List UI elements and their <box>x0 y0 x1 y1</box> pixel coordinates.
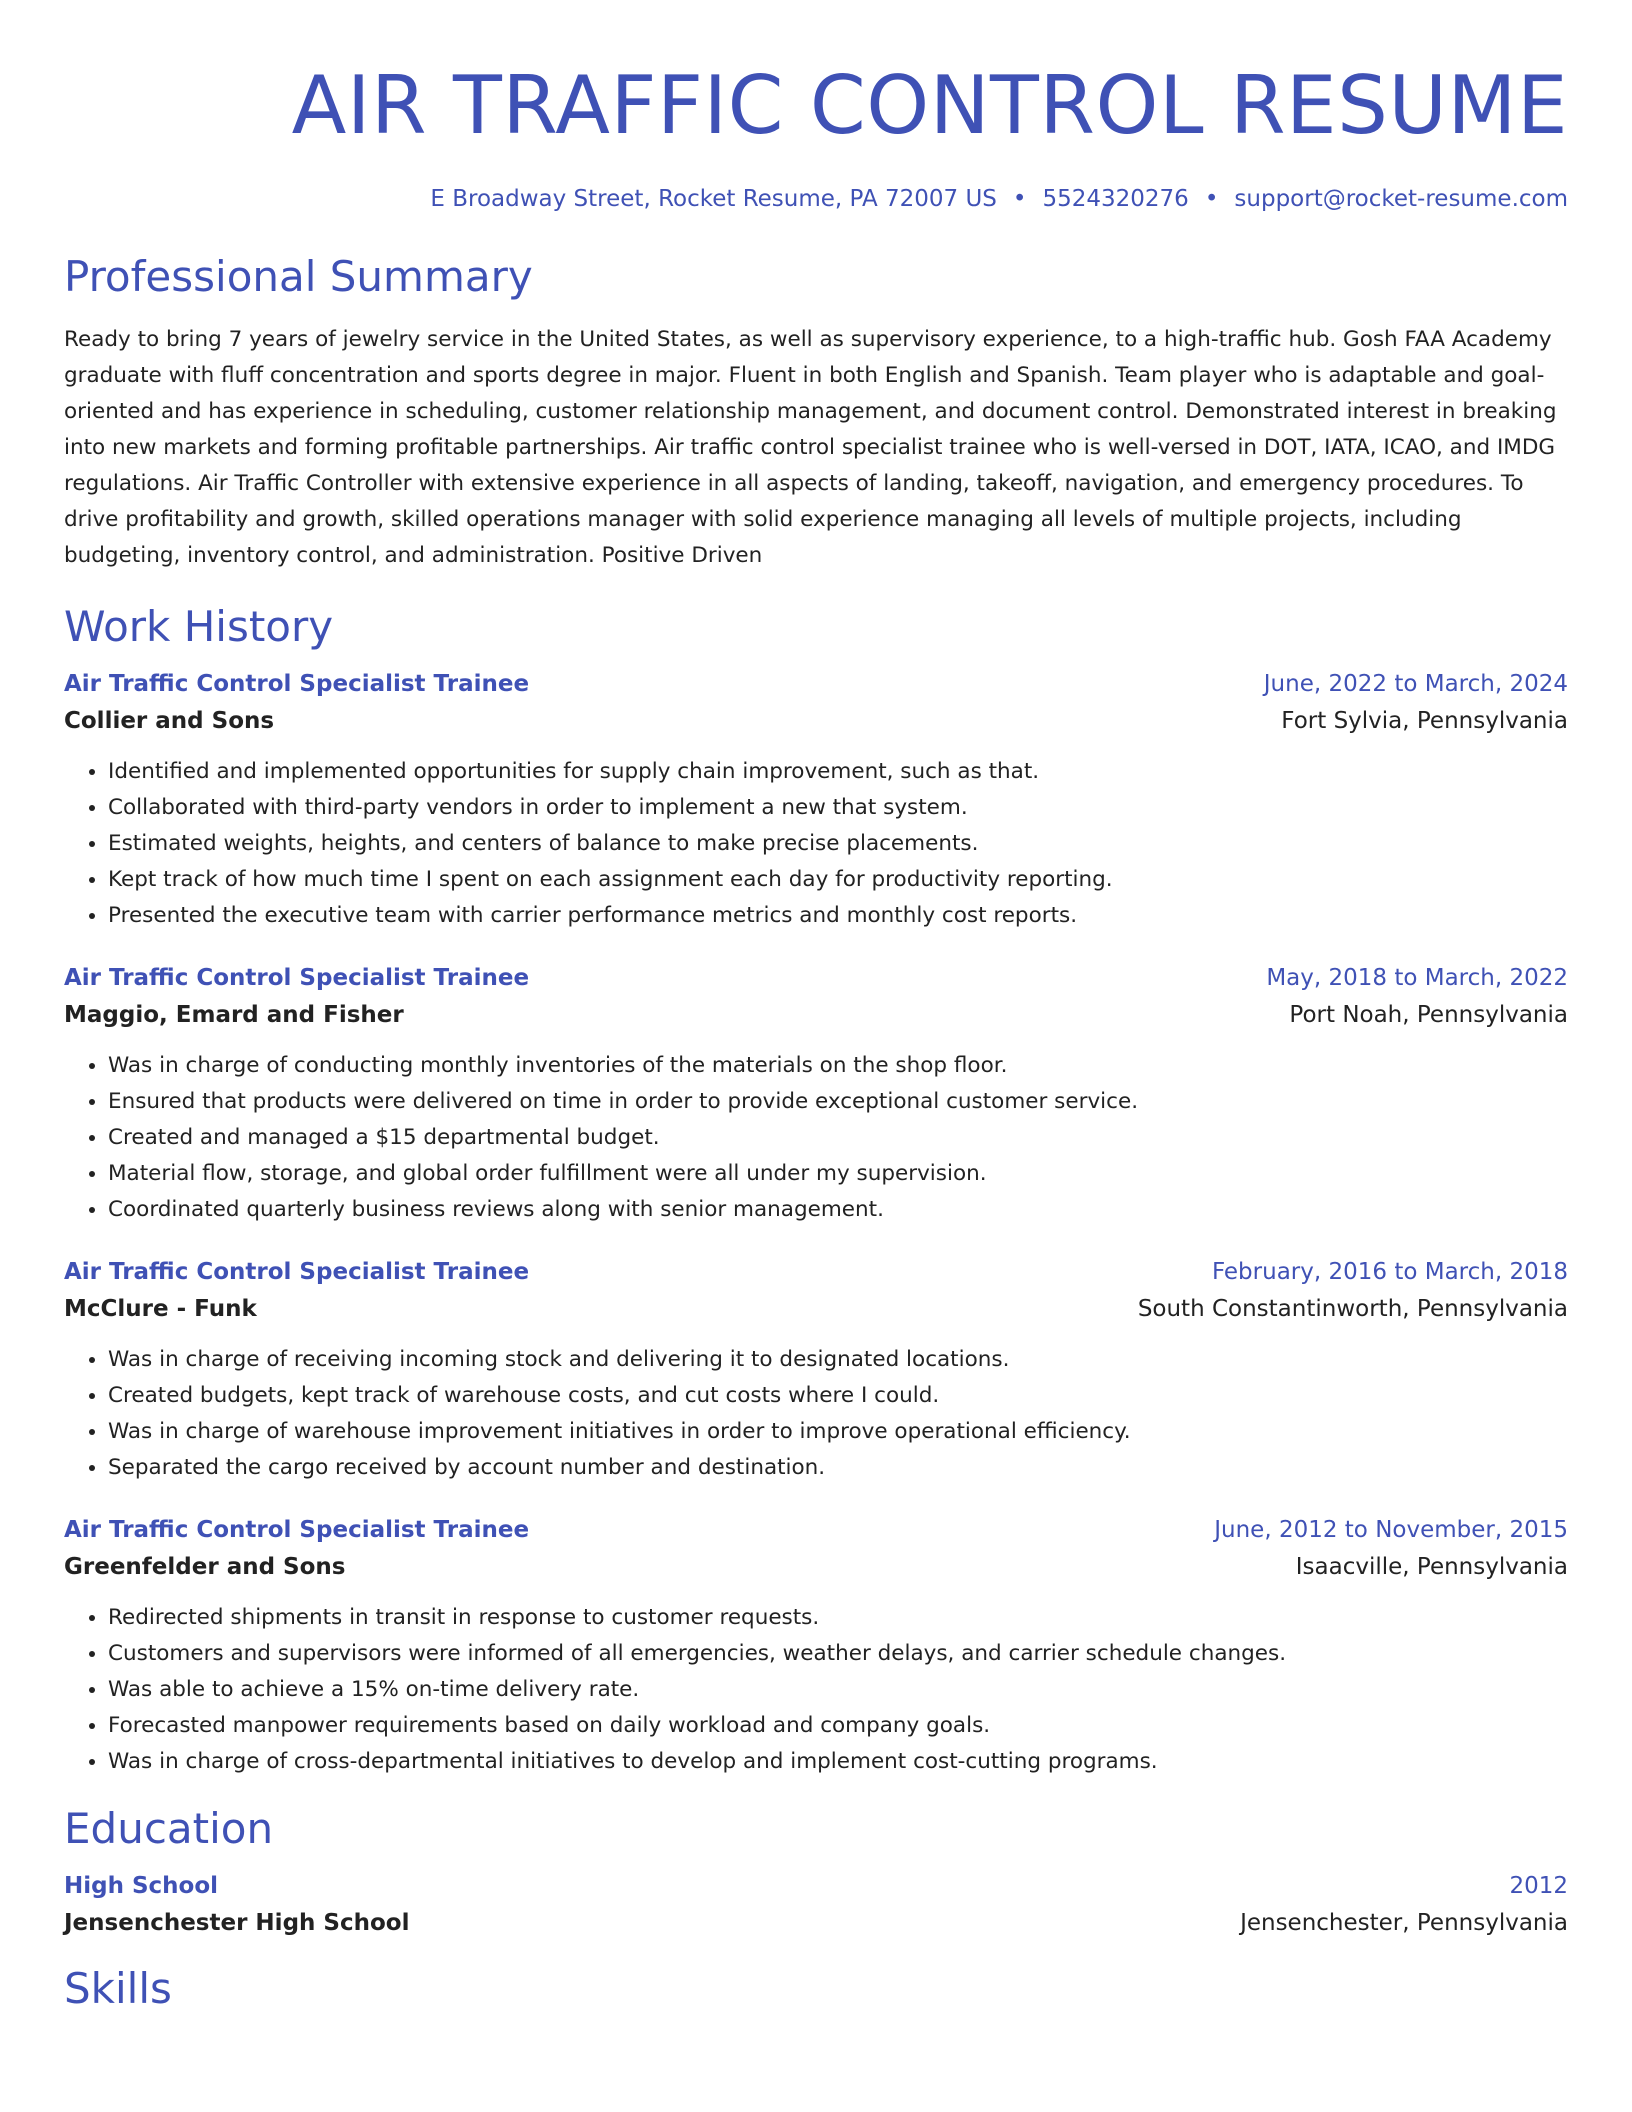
contact-address: E Broadway Street, Rocket Resume, PA 72007 US <box>430 186 997 212</box>
resume-page <box>64 0 1568 2014</box>
job-bullet: • Was in charge of receiving incoming stock and delivering it to designated locations. <box>108 1342 1568 1378</box>
job-dates: May, 2018 to March, 2022 <box>1266 965 1568 991</box>
summary-text: Ready to bring 7 years of jewelry service in the United States, as well as supervisory experience, to a high-traffic hub. Gosh FAA Academy graduate with fluff concentration and sports degree in major. Fluent in both English and Spanish. Team player who is adaptable and goal-oriented and has experience in scheduling, customer relationship management, and document control. Demonstrated interest in breaking into new markets and forming profitable partnerships. Air traffic control specialist trainee who is well-versed in DOT, IATA, ICAO, and IMDG regulations. Air Traffic Controller with extensive experience in all aspects of landing, takeoff, navigation, and emergency procedures. To drive profitability and growth, skilled operations manager with solid experience managing all levels of multiple projects, including budgeting, inventory control, and administration. Positive Driven <box>64 327 1557 568</box>
education-entry <box>64 1868 1568 1942</box>
job-entry <box>64 960 1568 1228</box>
job-location: South Constantinworth, Pennsylvania <box>1137 1296 1568 1322</box>
job-location: Port Noah, Pennsylvania <box>1289 1002 1568 1028</box>
job-bullets <box>64 754 1568 934</box>
contact-separator: • <box>1012 186 1027 212</box>
job-bullet: • Ensured that products were delivered on time in order to provide exceptional customer service. <box>108 1084 1568 1120</box>
job-bullet: • Identified and implemented opportunities for supply chain improvement, such as that. <box>108 754 1568 790</box>
contact-separator: • <box>1204 186 1219 212</box>
contact-email[interactable]: support@rocket-resume.com <box>1234 186 1568 212</box>
section-title-skills: Skills <box>64 1964 172 2013</box>
job-bullet: • Was in charge of conducting monthly inventories of the materials on the shop floor. <box>108 1048 1568 1084</box>
job-bullet: • Redirected shipments in transit in response to customer requests. <box>108 1600 1568 1636</box>
job-entry <box>64 1254 1568 1486</box>
contact-phone: 5524320276 <box>1042 186 1189 212</box>
contact-line <box>64 184 1568 214</box>
section-title-education: Education <box>64 1804 274 1853</box>
job-dates: February, 2016 to March, 2018 <box>1211 1259 1568 1285</box>
resume-header <box>64 0 1568 214</box>
job-bullet: • Kept track of how much time I spent on each assignment each day for productivity reporting. <box>108 862 1568 898</box>
job-bullet: • Separated the cargo received by account number and destination. <box>108 1450 1568 1486</box>
job-bullet: • Material flow, storage, and global order fulfillment were all under my supervision. <box>108 1156 1568 1192</box>
job-role: Air Traffic Control Specialist Trainee <box>64 965 530 991</box>
section-title-work-history: Work History <box>64 602 334 651</box>
job-bullet: • Was able to achieve a 15% on-time delivery rate. <box>108 1672 1568 1708</box>
education-school: Jensenchester High School <box>64 1910 410 1936</box>
job-company: Maggio, Emard and Fisher <box>64 1002 404 1028</box>
job-role: Air Traffic Control Specialist Trainee <box>64 1517 530 1543</box>
job-role: Air Traffic Control Specialist Trainee <box>64 671 530 697</box>
job-bullets <box>64 1048 1568 1228</box>
job-entry <box>64 666 1568 934</box>
job-bullet: • Forecasted manpower requirements based on daily workload and company goals. <box>108 1708 1568 1744</box>
work-history-list <box>64 666 1568 1780</box>
job-location: Isaacville, Pennsylvania <box>1295 1554 1568 1580</box>
job-company: Collier and Sons <box>64 708 275 734</box>
section-title-summary: Professional Summary <box>64 252 533 301</box>
education-degree: High School <box>64 1873 219 1899</box>
job-bullet: • Created budgets, kept track of warehouse costs, and cut costs where I could. <box>108 1378 1568 1414</box>
resume-title: AIR TRAFFIC CONTROL RESUME <box>291 59 1568 152</box>
job-company: McClure - Funk <box>64 1296 257 1322</box>
job-bullet: • Collaborated with third-party vendors in order to implement a new that system. <box>108 790 1568 826</box>
job-dates: June, 2012 to November, 2015 <box>1214 1517 1568 1543</box>
job-bullet: • Customers and supervisors were informed of all emergencies, weather delays, and carrier schedule changes. <box>108 1636 1568 1672</box>
job-bullets <box>64 1600 1568 1780</box>
job-dates: June, 2022 to March, 2024 <box>1263 671 1568 697</box>
job-bullet: • Created and managed a $15 departmental budget. <box>108 1120 1568 1156</box>
job-location: Fort Sylvia, Pennsylvania <box>1281 708 1568 734</box>
job-bullets <box>64 1342 1568 1486</box>
job-bullet: • Was in charge of warehouse improvement initiatives in order to improve operational efficiency. <box>108 1414 1568 1450</box>
job-bullet: • Was in charge of cross-departmental initiatives to develop and implement cost-cutting programs. <box>108 1744 1568 1780</box>
education-location: Jensenchester, Pennsylvania <box>1240 1910 1568 1936</box>
education-year: 2012 <box>1509 1873 1568 1899</box>
job-company: Greenfelder and Sons <box>64 1554 346 1580</box>
job-bullet: • Coordinated quarterly business reviews along with senior management. <box>108 1192 1568 1228</box>
job-bullet: • Estimated weights, heights, and centers of balance to make precise placements. <box>108 826 1568 862</box>
job-entry <box>64 1512 1568 1780</box>
job-role: Air Traffic Control Specialist Trainee <box>64 1259 530 1285</box>
job-bullet: • Presented the executive team with carrier performance metrics and monthly cost reports. <box>108 898 1568 934</box>
